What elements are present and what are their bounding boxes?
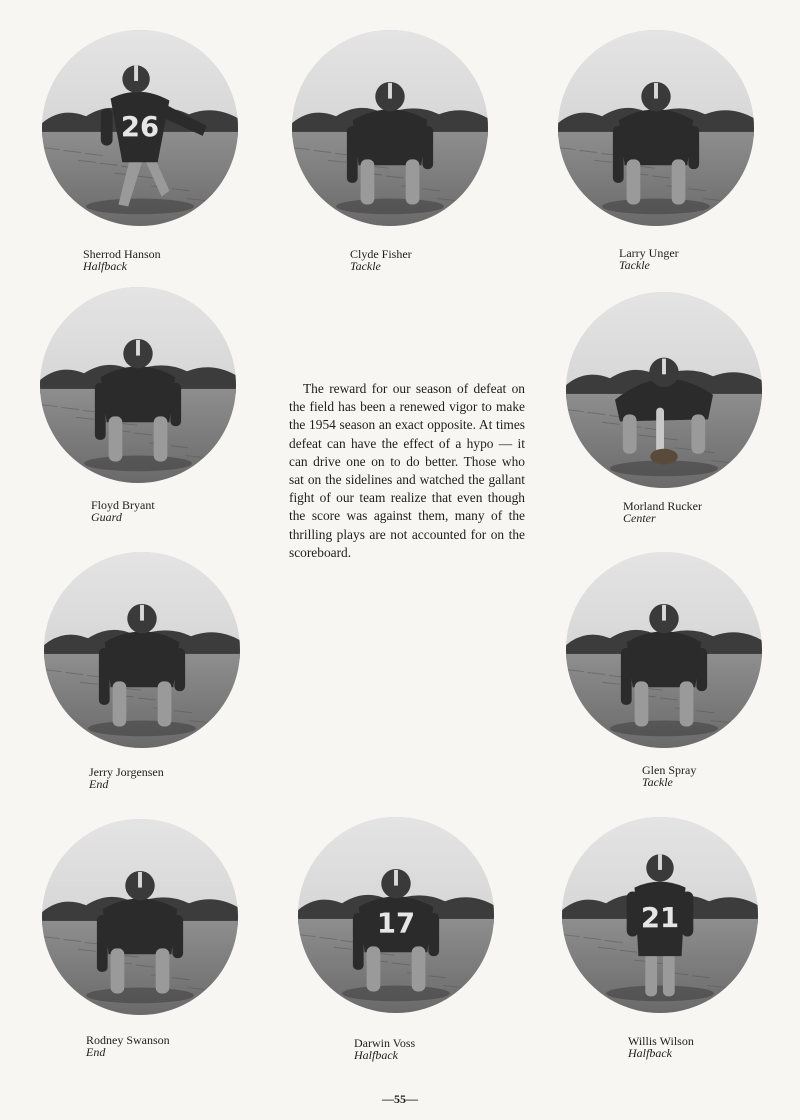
player-caption — [350, 248, 412, 272]
player-position: End — [86, 1045, 106, 1059]
player-name: Sherrod Hanson — [83, 247, 161, 261]
player-position: Center — [623, 511, 656, 525]
player-position: Tackle — [619, 258, 650, 272]
page-number: —55— — [382, 1092, 418, 1106]
player-photo — [566, 552, 762, 748]
player-name: Floyd Bryant — [91, 498, 155, 512]
photo-illustration — [566, 292, 762, 488]
player-name: Willis Wilson — [628, 1034, 694, 1048]
player-position: Guard — [91, 510, 122, 524]
jersey-number: 21 — [640, 902, 680, 934]
player-name: Larry Unger — [619, 246, 679, 260]
player-caption — [623, 500, 702, 524]
photo-illustration — [42, 30, 238, 226]
player-position: Halfback — [354, 1048, 398, 1062]
jersey-number: 26 — [120, 111, 160, 143]
body-paragraph: The reward for our season of defeat on the field has been a renewed vigor to make the 1954 season an exact opposite. At times defeat can have the effect of a hypo — it can drive one on to do better. Those who sat on the sidelines and watched the gallant fight of our team realize that even though the score was against them, many of the thrilling plays are not accounted for on the scoreboard. — [289, 381, 525, 560]
player-name: Morland Rucker — [623, 499, 702, 513]
player-name: Rodney Swanson — [86, 1033, 170, 1047]
player-caption — [89, 766, 164, 790]
player-photo — [558, 30, 754, 226]
photo-illustration — [566, 552, 762, 748]
player-position: Halfback — [628, 1046, 672, 1060]
player-caption — [83, 248, 161, 272]
player-caption — [642, 764, 696, 788]
player-photo — [42, 819, 238, 1015]
player-name: Darwin Voss — [354, 1036, 416, 1050]
photo-illustration — [42, 819, 238, 1015]
photo-illustration — [40, 287, 236, 483]
player-photo — [292, 30, 488, 226]
player-name: Clyde Fisher — [350, 247, 412, 261]
player-photo — [562, 817, 758, 1013]
photo-illustration — [298, 817, 494, 1013]
player-photo — [40, 287, 236, 483]
player-position: Halfback — [83, 259, 127, 273]
player-name: Jerry Jorgensen — [89, 765, 164, 779]
player-caption — [619, 247, 679, 271]
player-caption — [628, 1035, 694, 1059]
photo-illustration — [562, 817, 758, 1013]
player-name: Glen Spray — [642, 763, 697, 777]
player-caption — [91, 499, 155, 523]
player-position: Tackle — [350, 259, 381, 273]
photo-illustration — [292, 30, 488, 226]
jersey-number: 17 — [376, 908, 416, 940]
photo-illustration — [44, 552, 240, 748]
player-photo — [298, 817, 494, 1013]
player-caption — [354, 1037, 415, 1061]
player-photo — [42, 30, 238, 226]
player-position: End — [89, 777, 109, 791]
player-position: Tackle — [642, 775, 673, 789]
player-photo — [44, 552, 240, 748]
player-photo — [566, 292, 762, 488]
player-caption — [86, 1034, 170, 1058]
photo-illustration — [558, 30, 754, 226]
